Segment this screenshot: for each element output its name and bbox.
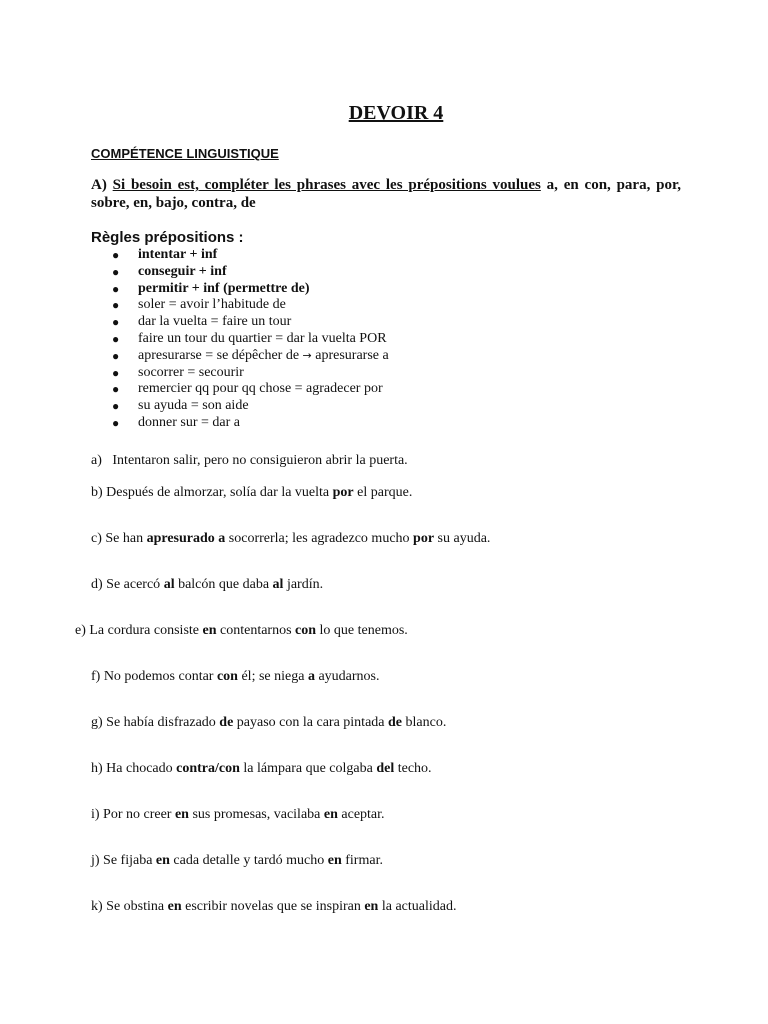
- preposition-answer: en: [364, 899, 379, 914]
- list-item: [112, 415, 389, 432]
- exercise-text: techo.: [394, 761, 432, 776]
- preposition-answer: a: [307, 669, 315, 684]
- exercise-text: la lámpara que colgaba: [239, 761, 377, 776]
- preposition-answer: en: [155, 853, 170, 868]
- exercise-e: [75, 622, 408, 640]
- exercise-text: i) Por no creer: [91, 807, 175, 822]
- exercise-text: la actualidad.: [378, 899, 457, 914]
- instruction: [91, 177, 681, 212]
- bullet-icon: ●: [112, 315, 120, 330]
- bullet-icon: ●: [112, 264, 120, 279]
- exercise-label: a): [91, 453, 102, 468]
- rule-text: conseguir + inf: [138, 263, 227, 279]
- exercise-a: [91, 452, 408, 470]
- exercise-k: [91, 898, 456, 916]
- bullet-icon: ●: [112, 365, 120, 380]
- exercise-text: él; se niega: [237, 669, 308, 684]
- exercise-text: firmar.: [341, 853, 383, 868]
- list-item: [112, 381, 389, 398]
- list-item: [112, 365, 389, 382]
- preposition-answer: contra/con: [176, 761, 240, 776]
- exercise-text: g) Se había disfrazado: [91, 715, 220, 730]
- rules-list: [112, 247, 389, 432]
- rule-text: dar la vuelta = faire un tour: [138, 314, 292, 330]
- rule-text: intentar + inf: [138, 247, 218, 262]
- preposition-answer: en: [167, 899, 182, 914]
- list-item: [112, 281, 389, 298]
- exercise-text: b) Después de almorzar, solía dar la vuelta: [91, 485, 333, 500]
- exercise-text: Intentaron salir, pero no consiguieron abrir la puerta.: [112, 453, 408, 468]
- bullet-icon: ●: [112, 399, 120, 414]
- preposition-answer: de: [388, 715, 403, 730]
- preposition-answer: al: [163, 577, 175, 592]
- preposition-answer: en: [323, 807, 338, 822]
- preposition-answer: de: [219, 715, 234, 730]
- exercise-text: jardín.: [283, 577, 324, 592]
- preposition-answer: con: [216, 669, 238, 684]
- exercise-j: [91, 852, 383, 870]
- instruction-prepositions: a, en con, para, por, sobre, en, bajo, contra, de: [91, 177, 682, 211]
- preposition-answer: en: [327, 853, 342, 868]
- list-item: [112, 247, 389, 264]
- preposition-answer: por: [413, 531, 435, 546]
- bullet-icon: ●: [112, 382, 120, 397]
- exercise-text: el parque.: [353, 485, 413, 500]
- exercise-text: c) Se han: [91, 531, 147, 546]
- bullet-icon: ●: [112, 331, 120, 346]
- rule-text: su ayuda = son aide: [138, 398, 249, 414]
- rule-text: permitir + inf (permettre de): [138, 280, 310, 296]
- exercise-text: k) Se obstina: [91, 899, 168, 914]
- exercise-text: payaso con la cara pintada: [233, 715, 389, 730]
- rule-text: remercier qq pour qq chose = agradecer por: [138, 381, 383, 397]
- list-item: [112, 314, 389, 331]
- preposition-answer: en: [174, 807, 189, 822]
- exercise-text: escribir novelas que se inspiran: [181, 899, 365, 914]
- exercise-b: [91, 484, 412, 502]
- preposition-answer: apresurado a: [146, 531, 226, 546]
- page-title: DEVOIR 4: [348, 102, 444, 124]
- section-title: COMPÉTENCE LINGUISTIQUE: [91, 146, 279, 161]
- exercise-d: [91, 576, 323, 594]
- instruction-underlined: Si besoin est, compléter les phrases avec les prépositions voulues: [112, 177, 541, 193]
- list-item: [112, 264, 389, 281]
- exercise-text: blanco.: [402, 715, 447, 730]
- preposition-answer: con: [295, 623, 317, 638]
- list-item: [112, 348, 389, 365]
- exercise-f: [91, 668, 380, 686]
- preposition-answer: al: [272, 577, 284, 592]
- exercise-text: contentarnos: [216, 623, 296, 638]
- exercise-text: ayudarnos.: [314, 669, 380, 684]
- exercise-h: [91, 760, 432, 778]
- bullet-icon: ●: [112, 348, 120, 363]
- preposition-answer: por: [332, 485, 354, 500]
- rule-text: soler = avoir l’habitude de: [138, 297, 286, 313]
- list-item: [112, 297, 389, 314]
- exercise-g: [91, 714, 446, 732]
- arrow-right-icon: →: [302, 348, 312, 362]
- rule-text: apresurarse a: [315, 347, 389, 363]
- bullet-icon: ●: [112, 248, 120, 262]
- rule-text: donner sur = dar a: [138, 414, 240, 430]
- exercise-i: [91, 806, 385, 824]
- rule-text: apresurarse = se dépêcher de: [138, 347, 300, 363]
- exercise-text: e) La cordura consiste: [75, 623, 203, 638]
- preposition-answer: en: [202, 623, 217, 638]
- exercise-text: socorrerla; les agradezco mucho: [225, 531, 414, 546]
- exercise-text: su ayuda.: [434, 531, 491, 546]
- rule-text: faire un tour du quartier = dar la vuelta POR: [138, 330, 387, 346]
- instruction-letter: A): [91, 177, 107, 193]
- exercise-text: sus promesas, vacilaba: [188, 807, 324, 822]
- exercise-text: j) Se fijaba: [91, 853, 156, 868]
- rule-text: socorrer = secourir: [138, 364, 244, 380]
- exercise-c: [91, 530, 490, 548]
- list-item: [112, 331, 389, 348]
- exercise-text: aceptar.: [337, 807, 385, 822]
- rules-heading: Règles prépositions :: [91, 229, 244, 246]
- bullet-icon: ●: [112, 415, 120, 430]
- exercise-text: balcón que daba: [174, 577, 273, 592]
- list-item: [112, 398, 389, 415]
- exercise-text: lo que tenemos.: [316, 623, 408, 638]
- bullet-icon: ●: [112, 298, 120, 313]
- exercise-text: h) Ha chocado: [91, 761, 177, 776]
- exercise-text: d) Se acercó: [91, 577, 164, 592]
- bullet-icon: ●: [112, 281, 120, 296]
- exercise-text: cada detalle y tardó mucho: [169, 853, 328, 868]
- exercise-text: f) No podemos contar: [91, 669, 217, 684]
- preposition-answer: del: [376, 761, 395, 776]
